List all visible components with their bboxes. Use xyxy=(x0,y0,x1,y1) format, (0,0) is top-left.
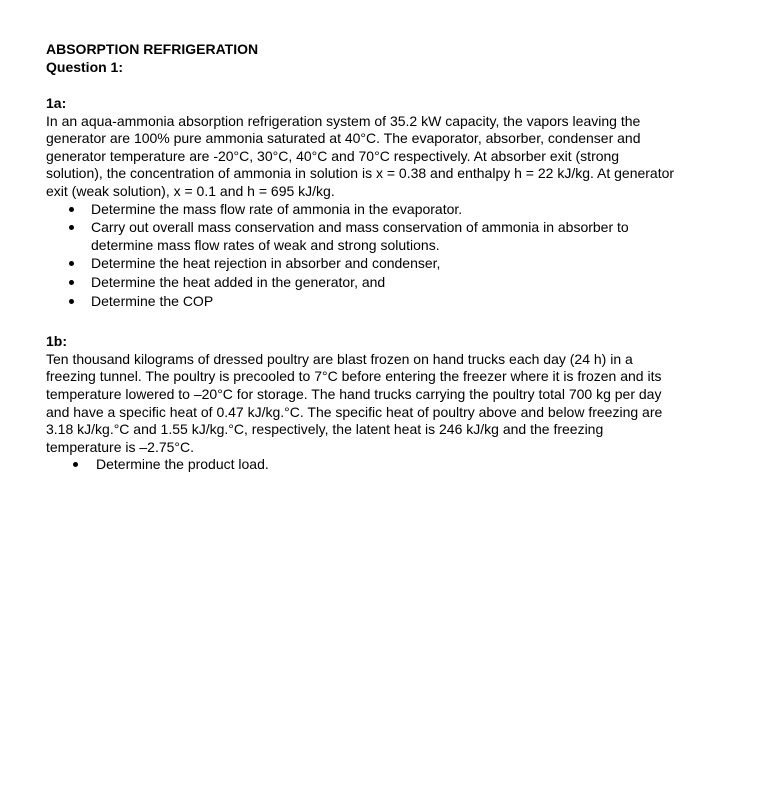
paragraph-line: Ten thousand kilograms of dressed poultry are blast frozen on hand trucks each day (24 h) in a xyxy=(46,350,633,367)
section-1b-task-list xyxy=(46,456,746,474)
paragraph-line: freezing tunnel. The poultry is precooled to 7°C before entering the freezer where it is frozen and its xyxy=(46,368,662,385)
paragraph-line: 3.18 kJ/kg.°C and 1.55 kJ/kg.°C, respectively, the latent heat is 246 kJ/kg and the freezing xyxy=(46,421,604,438)
list-item xyxy=(46,456,746,474)
paragraph-line: temperature is –2.75°C. xyxy=(46,438,195,455)
list-item-text: Determine the product load. xyxy=(96,456,269,473)
paragraph-line: exit (weak solution), x = 0.1 and h = 695 kJ/kg. xyxy=(46,182,335,199)
bullet-icon xyxy=(69,225,74,230)
list-item-text: determine mass flow rates of weak and strong solutions. xyxy=(91,236,440,253)
list-item xyxy=(46,293,746,311)
document-body xyxy=(46,40,746,475)
bullet-icon xyxy=(69,261,74,266)
list-item xyxy=(46,255,746,273)
bullet-icon xyxy=(69,207,74,212)
section-1b-paragraph xyxy=(46,351,746,457)
section-1b-label: 1b: xyxy=(46,333,67,350)
list-item xyxy=(46,201,746,219)
paragraph-line: and have a specific heat of 0.47 kJ/kg.°C. The specific heat of poultry above and below freezing are xyxy=(46,403,663,420)
document-title: ABSORPTION REFRIGERATION xyxy=(46,41,259,57)
list-item-text: Determine the heat added in the generator, and xyxy=(91,273,386,290)
list-item-text: Determine the heat rejection in absorber and condenser, xyxy=(91,255,441,272)
list-item-text: Determine the COP xyxy=(91,292,214,309)
bullet-icon xyxy=(69,299,74,304)
paragraph-line: temperature lowered to –20°C for storage. The hand trucks carrying the poultry total 700 kg per day xyxy=(46,385,662,402)
paragraph-line: solution), the concentration of ammonia in solution is x = 0.38 and enthalpy h = 22 kJ/kg. At generator xyxy=(46,165,675,182)
paragraph-line: In an aqua-ammonia absorption refrigeration system of 35.2 kW capacity, the vapors leaving the xyxy=(46,112,641,129)
paragraph-line: generator temperature are -20°C, 30°C, 40°C and 70°C respectively. At absorber exit (strong xyxy=(46,147,620,164)
section-1a-paragraph xyxy=(46,113,746,201)
paragraph-line: generator are 100% pure ammonia saturated at 40°C. The evaporator, absorber, condenser and xyxy=(46,130,641,147)
list-item xyxy=(46,274,746,292)
list-item xyxy=(46,219,746,254)
question-heading: Question 1: xyxy=(46,59,124,75)
list-item-text: Determine the mass flow rate of ammonia in the evaporator. xyxy=(91,200,463,217)
list-item-text: Carry out overall mass conservation and mass conservation of ammonia in absorber to xyxy=(91,219,629,236)
section-1a-task-list xyxy=(46,201,746,311)
section-1a-label: 1a: xyxy=(46,95,67,111)
bullet-icon xyxy=(69,280,74,285)
bullet-icon xyxy=(73,462,78,467)
